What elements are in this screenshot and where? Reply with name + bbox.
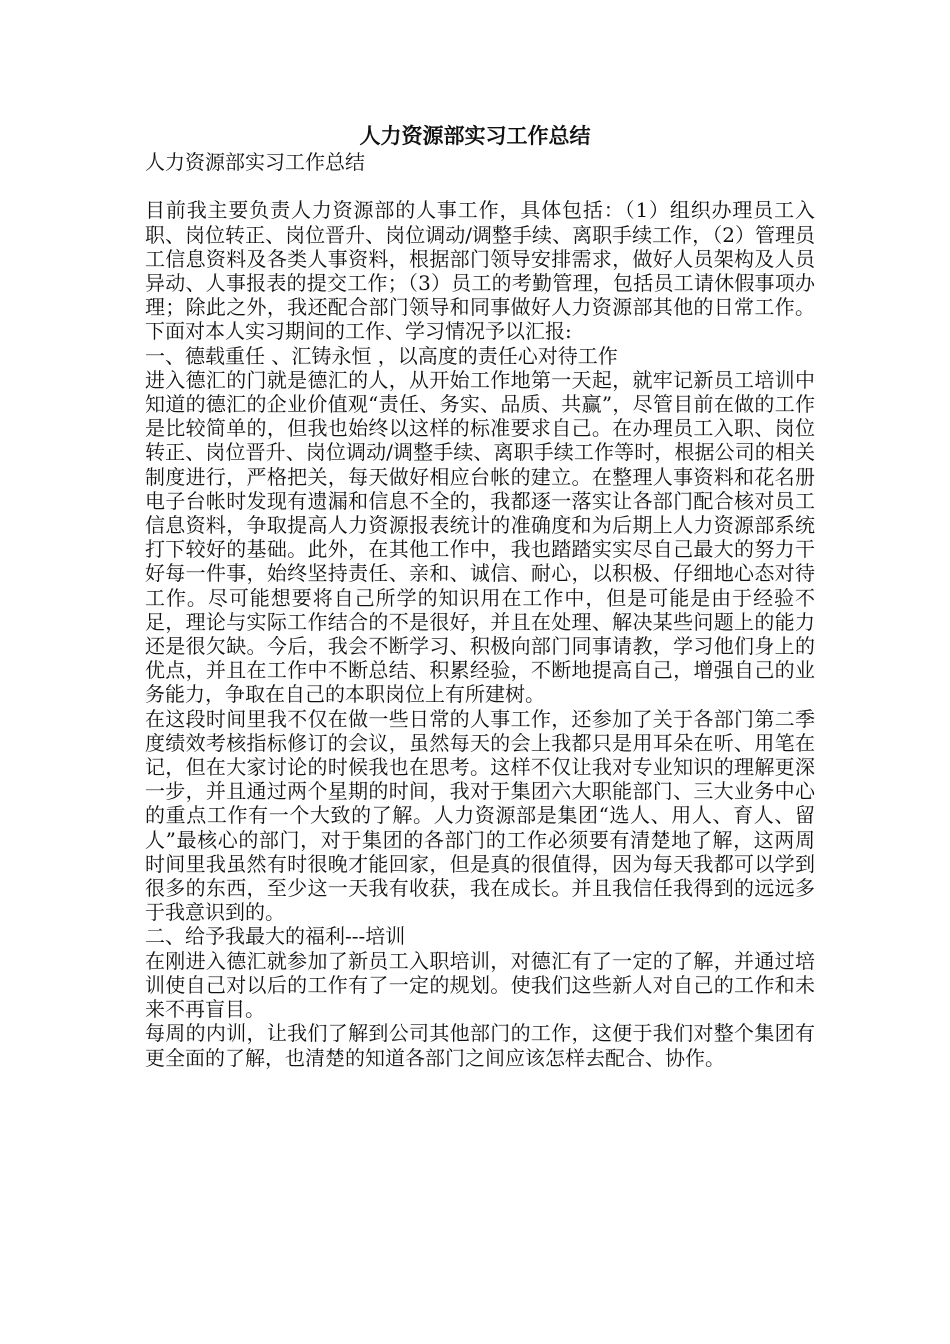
- document-title: 人力资源部实习工作总结: [359, 123, 591, 148]
- section-heading-2: 二、给予我最大的福利---培训: [145, 924, 406, 949]
- document-body: [145, 150, 815, 1070]
- section-heading-1: 一、德载重任 、汇铸永恒 ，以高度的责任心对待工作: [145, 343, 618, 368]
- paragraph-intro: 目前我主要负责人力资源部的人事工作，具体包括：（1）组织办理员工入职、岗位转正、岗位晋升、岗位调动/调整手续、离职手续工作，（2）管理员工信息资料及各类人事资料，根据部门领导安排需求，做好人员架构及人员异动、人事报表的提交工作；（3）员工的考勤管理，包括员工请休假事项办理；除此之外，我还配合部门领导和同事做好人力资源部其他的日常工作。下面对本人实习期间的工作、学习情况予以汇报:: [145, 198, 815, 344]
- document-subtitle: 人力资源部实习工作总结: [145, 150, 365, 174]
- paragraph-training: 在刚进入德汇就参加了新员工入职培训，对德汇有了一定的了解，并通过培训使自己对以后的工作有了一定的规划。使我们这些新人对自己的工作和未来不再盲目。: [145, 948, 815, 1022]
- paragraph-responsibility: 进入德汇的门就是德汇的人，从开始工作地第一天起，就牢记新员工培训中知道的德汇的企业价值观“责任、务实、品质、共赢”，尽管目前在做的工作是比较简单的，但我也始终以这样的标准要求自己。在办理员工入职、岗位转正、岗位晋升、岗位调动/调整手续、离职手续工作等时，根据公司的相关制度进行，严格把关，每天做好相应台帐的建立。在整理人事资料和花名册电子台帐时发现有遗漏和信息不全的，我都逐一落实让各部门配合核对员工信息资料，争取提高人力资源报表统计的准确度和为后期上人力资源部系统打下较好的基础。此外，在其他工作中，我也踏踏实实尽自己最大的努力干好每一件事，始终坚持责任、亲和、诚信、耐心，以积极、仔细地心态对待工作。尽可能想要将自己所学的知识用在工作中，但是可能是由于经验不足，理论与实际工作结合的不是很好，并且在处理、解决某些问题上的能力还是很欠缺。今后，我会不断学习、积极向部门同事请教，学习他们身上的优点，并且在工作中不断总结、积累经验，不断地提高自己，增强自己的业务能力，争取在自己的本职岗位上有所建树。: [145, 367, 815, 707]
- paragraph-weekly-training: 每周的内训，让我们了解到公司其他部门的工作，这便于我们对整个集团有更全面的了解，也清楚的知道各部门之间应该怎样去配合、协作。: [145, 1021, 815, 1070]
- paragraph-meetings: 在这段时间里我不仅在做一些日常的人事工作，还参加了关于各部门第二季度绩效考核指标修订的会议，虽然每天的会上我都只是用耳朵在听、用笔在记，但在大家讨论的时候我也在思考。这样不仅让我对专业知识的理解更深一步，并且通过两个星期的时间，我对于集团六大职能部门、三大业务中心的重点工作有一个大致的了解。人力资源部是集团“选人、用人、育人、留人”最核心的部门，对于集团的各部门的工作必须要有清楚地了解，这两周时间里我虽然有时很晚才能回家，但是真的很值得，因为每天我都可以学到很多的东西，至少这一天我有收获，我在成长。并且我信任我得到的远远多于我意识到的。: [145, 706, 815, 925]
- blank-line: [145, 174, 815, 198]
